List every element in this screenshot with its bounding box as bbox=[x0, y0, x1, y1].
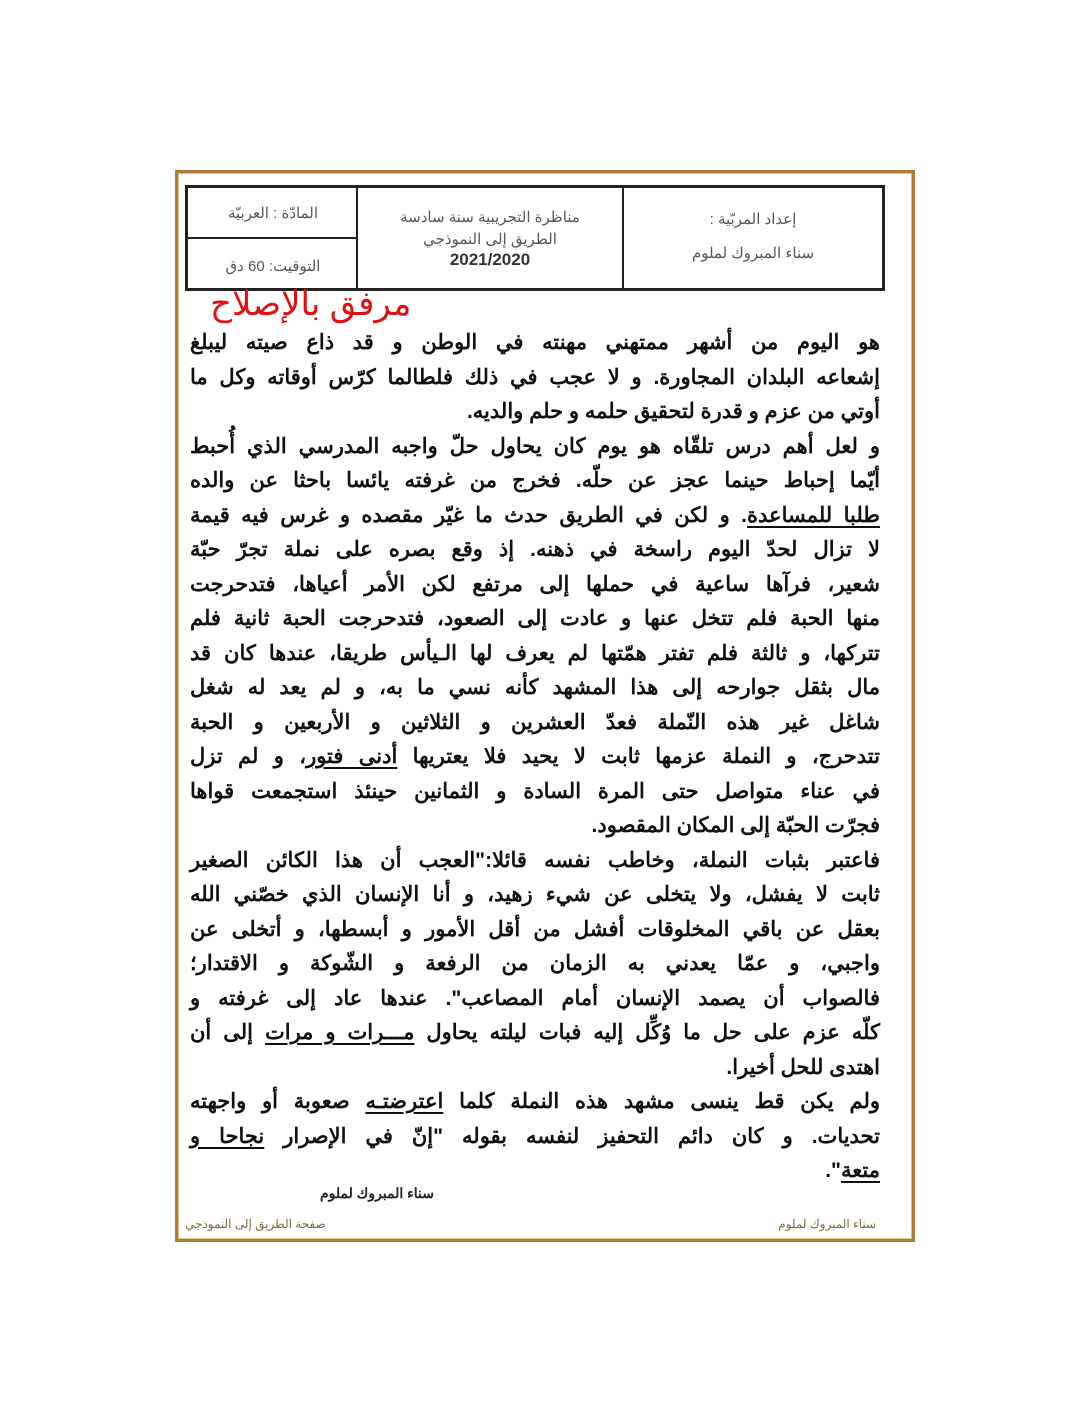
teacher-cell bbox=[622, 188, 882, 288]
teacher-name: سناء المبروك لملوم bbox=[691, 245, 815, 262]
text-segment: واجبي، و عمّا يعدني به الزمان من الرفعة و الشّوكة و الاقتدار؛ bbox=[190, 952, 880, 975]
text-line bbox=[190, 395, 880, 430]
text-line bbox=[190, 1154, 880, 1189]
text-line bbox=[190, 706, 880, 741]
subject-cell bbox=[188, 188, 358, 239]
text-segment: ، و لم تزل bbox=[190, 745, 307, 768]
text-segment: منها الحبة فلم تتخل عنها و عادت إلى الصعود، فتدحرجت الحبة ثانية فلم bbox=[190, 607, 880, 630]
text-line bbox=[190, 1120, 880, 1155]
text-segment: و لعل أهم درس تلقّاه هو يوم كان يحاول حلّ واجبه المدرسي الذي أُحبط bbox=[190, 434, 880, 458]
text-segment: فاعتبر بثبات النملة، وخاطب نفسه قائلا:"العجب أن هذا الكائن الصغير bbox=[190, 848, 880, 872]
text-segment: فالصواب أن يصمد الإنسان أمام المصاعب". عندها عاد إلى غرفته و bbox=[190, 986, 880, 1010]
text-segment: تتدحرج، و النملة عزمها ثابت لا يحيد فلا يعتريها bbox=[397, 745, 880, 768]
duration-cell bbox=[188, 239, 358, 288]
text-segment: شعير، فرآها ساعية في حملها إلى مرتفع لكن الأمر أعياها، فتدحرجت bbox=[190, 572, 880, 596]
text-line bbox=[190, 568, 880, 603]
correction-stamp: مرفق بالإصلاح bbox=[210, 285, 412, 323]
text-line bbox=[190, 844, 880, 879]
text-line bbox=[190, 878, 880, 913]
exam-title: مناظرة التجريبية سنة سادسة bbox=[400, 209, 580, 226]
underlined-phrase: نجاحا و bbox=[190, 1124, 265, 1148]
underlined-phrase: طلبا للمساعدة bbox=[747, 503, 881, 527]
text-line bbox=[190, 361, 880, 396]
text-segment: ولم يكن قط ينسى مشهد هذه النملة كلما bbox=[443, 1090, 880, 1113]
text-line bbox=[190, 464, 880, 499]
text-segment: إلى أن bbox=[190, 1021, 265, 1044]
prepared-by-label: إعداد المربّية : bbox=[709, 211, 797, 228]
text-segment: فجرّت الحبّة إلى المكان المقصود. bbox=[591, 814, 880, 837]
subject: المادّة : العربيّة bbox=[227, 205, 318, 222]
story-text bbox=[190, 326, 880, 1189]
underlined-phrase: اعترضتـه bbox=[365, 1090, 444, 1113]
text-segment: أوتي من عزم و قدرة لتحقيق حلمه و حلم والديه. bbox=[466, 400, 880, 423]
school-year: 2021/2020 bbox=[449, 250, 531, 269]
exam-cell bbox=[356, 188, 622, 288]
text-line bbox=[190, 775, 880, 810]
text-segment: . و لكن في الطريق حدث ما غيّر مقصده و غرس فيه قيمة bbox=[190, 503, 748, 527]
text-line bbox=[190, 326, 880, 361]
text-line bbox=[190, 809, 880, 844]
exam-subtitle: الطريق إلى النموذجي bbox=[423, 231, 557, 248]
underlined-phrase: مـــرات و مرات bbox=[264, 1021, 415, 1044]
text-segment: اهتدى للحل أخيرا. bbox=[726, 1055, 880, 1079]
text-line bbox=[190, 671, 880, 706]
text-line bbox=[190, 947, 880, 982]
footer-author: سناء المبروك لملوم bbox=[778, 1217, 876, 1231]
underlined-phrase: أدنى فتور bbox=[306, 745, 398, 768]
text-segment: لا تزال لحدّ اليوم راسخة في ذهنه. إذ وقع بصره على نملة تجرّ حبّة bbox=[190, 538, 880, 561]
text-line bbox=[190, 1085, 880, 1120]
text-segment: تتركها، و ثالثة فلم تفتر همّتها لم يعرف لها الـيأس طريقا، عندها كان قد bbox=[190, 641, 880, 665]
text-segment: هو اليوم من أشهر ممتهني مهنته في الوطن و قد ذاع صيته ليبلغ bbox=[190, 331, 880, 354]
text-line bbox=[190, 913, 880, 948]
text-segment: صعوبة أو واجهته bbox=[190, 1090, 366, 1113]
underlined-phrase: متعة bbox=[841, 1159, 880, 1182]
text-line bbox=[190, 1016, 880, 1051]
text-segment: مال بثقل جوارحه إلى هذا المشهد كأنه نسي ما به، و لم يعد له شغل bbox=[190, 676, 880, 699]
text-segment: ثابت لا يفشل، ولا يتخلى عن شيء زهيد، و أنا الإنسان الذي خصّني الله bbox=[190, 883, 880, 906]
footer-page: صفحة الطريق إلى النموذجي bbox=[185, 1217, 326, 1231]
text-segment: بعقل عن باقي المخلوقات أفشل من أقل الأمور و أبسطها، و أتخلى عن bbox=[190, 917, 880, 941]
author-signature: سناء المبروك لملوم bbox=[320, 1185, 434, 1201]
header-table bbox=[185, 185, 885, 291]
text-segment: كلّه عزم على حل ما وُكِّل إليه فبات ليلته يحاول bbox=[414, 1021, 880, 1044]
text-line bbox=[190, 740, 880, 775]
text-segment: إشعاعه البلدان المجاورة. و لا عجب في ذلك فلطالما كرّس أوقاته وكل ما bbox=[190, 365, 880, 389]
text-segment: ". bbox=[825, 1159, 842, 1182]
text-line bbox=[190, 602, 880, 637]
text-line bbox=[190, 1051, 880, 1086]
duration: التوقيت: 60 دق bbox=[225, 258, 321, 275]
text-segment: في عناء متواصل حتى المرة السادة و الثمانين حينئذ استجمعت قواها bbox=[190, 779, 880, 803]
text-line bbox=[190, 533, 880, 568]
text-line bbox=[190, 637, 880, 672]
text-line bbox=[190, 430, 880, 465]
text-line bbox=[190, 499, 880, 534]
text-segment: تحديات. و كان دائم التحفيز لنفسه بقوله "إنّ في الإصرار bbox=[264, 1124, 880, 1148]
text-segment: شاغل غير هذه النّملة فعدّ العشرين و الثلاثين و الأربعين و الحبة bbox=[190, 710, 880, 734]
text-segment: أيّما إحباط حينما عجز عن حلّه. فخرج من غرفته يائسا باحثا عن والده bbox=[190, 469, 880, 492]
text-line bbox=[190, 982, 880, 1017]
